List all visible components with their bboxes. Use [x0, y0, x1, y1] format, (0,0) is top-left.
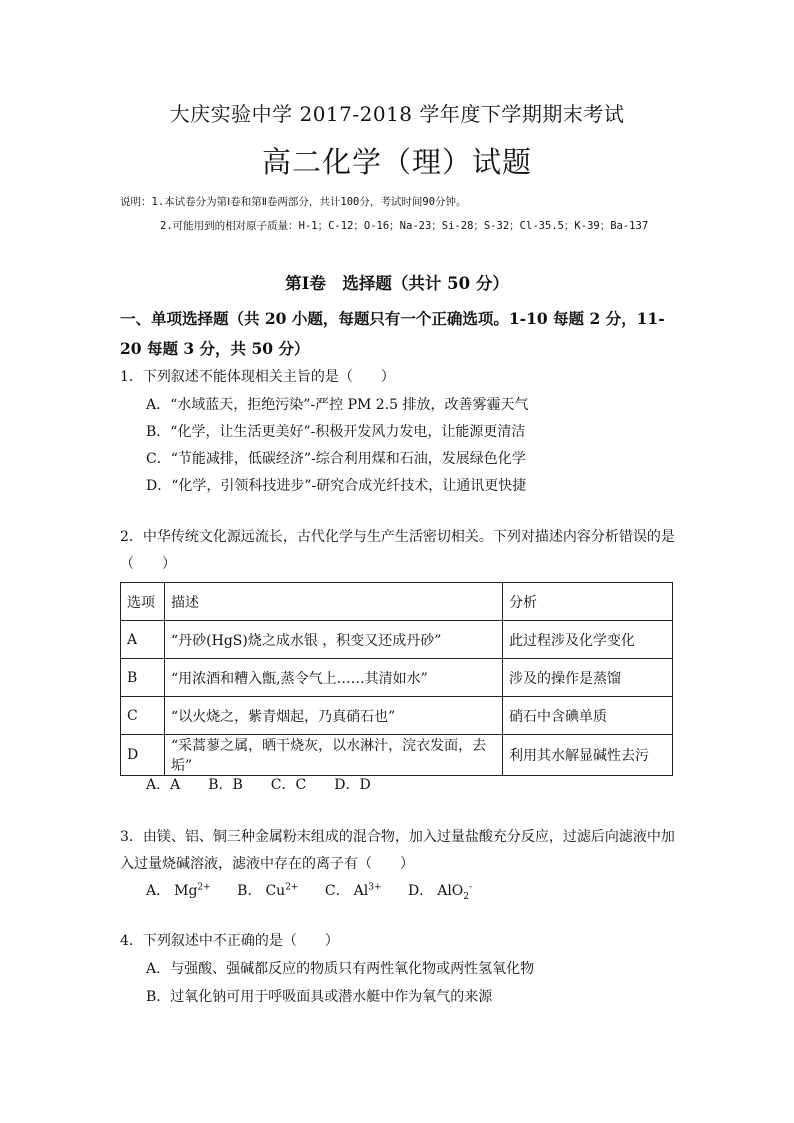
q4-option-b: B．过氧化钠可用于呼吸面具或潜水艇中作为氧气的来源 — [146, 989, 493, 1005]
q3-ion-mg: Mg — [174, 883, 198, 899]
table-header-row — [121, 583, 673, 621]
exam-subject-title: 高二化学（理）试题 — [261, 145, 532, 179]
table-row — [121, 735, 673, 776]
q2-answer-options: A．A B．B C．C D．D — [146, 777, 371, 793]
table-header-analysis: 分析 — [503, 583, 673, 621]
q3-subscript-alo2: 2 — [463, 891, 470, 902]
table-cell-analysis: 硝石中含碘单质 — [503, 697, 673, 735]
q3-charge-mg: 2+ — [197, 882, 211, 893]
table-row — [121, 697, 673, 735]
q2-stem-line1: 2．中华传统文化源远流长，古代化学与生产生活密切相关。下列对描述内容分析错误的是 — [120, 529, 675, 545]
q1-option-a: A．“水域蓝天，拒绝污染”-严控 PM 2.5 排放，改善雾霾天气 — [146, 397, 529, 413]
table-cell-option: B — [121, 659, 165, 697]
q1-option-d: D．“化学，引领科技进步”-研究合成光纤技术，让通讯更快捷 — [146, 478, 527, 494]
q3-option-b-label: B． — [237, 883, 262, 899]
q1-option-b: B．“化学，让生活更美好”-积极开发风力发电，让能源更清洁 — [146, 424, 526, 440]
q4-option-a: A．与强酸、强碱都反应的物质只有两性氧化物或两性氢氧化物 — [146, 961, 535, 977]
q3-options — [146, 880, 472, 902]
table-cell-analysis: 此过程涉及化学变化 — [503, 621, 673, 659]
table-row — [121, 659, 673, 697]
q1-option-c: C．“节能减排，低碳经济”-综合利用煤和石油，发展绿色化学 — [146, 451, 526, 467]
q3-option-c-label: C． — [324, 883, 350, 899]
q3-ion-alo2: AlO — [437, 883, 464, 899]
q2-table — [120, 582, 673, 776]
table-cell-description: “以火烧之，紫青烟起，乃真硝石也” — [165, 697, 503, 735]
table-row — [121, 621, 673, 659]
q3-option-d-label: D． — [407, 883, 434, 899]
q3-ion-al: Al — [353, 883, 369, 899]
q3-charge-al: 3+ — [368, 882, 382, 893]
q3-charge-alo2: - — [469, 882, 473, 893]
q1-stem: 1．下列叙述不能体现相关主旨的是（ ） — [120, 369, 395, 385]
exam-note-1: 说明：1.本试卷分为第Ⅰ卷和第Ⅱ卷两部分，共计100分，考试时间90分钟。 — [120, 196, 467, 208]
q3-option-a-label: A． — [146, 883, 171, 899]
q2-stem-line2: （ ） — [120, 556, 176, 572]
table-cell-option: A — [121, 621, 165, 659]
q3-ion-cu: Cu — [265, 883, 286, 899]
table-cell-option: C — [121, 697, 165, 735]
table-header-description: 描述 — [165, 583, 503, 621]
exam-note-2: 2.可能用到的相对原子质量：H-1；C-12；O-16；Na-23；Si-28；S-32；Cl-35.5；K-39；Ba-137 — [160, 220, 649, 232]
table-cell-description: “用浓酒和糟入甑,蒸令气上……其清如水” — [165, 659, 503, 697]
q3-stem-line2: 入过量烧碱溶液，滤液中存在的离子有（ ） — [120, 856, 414, 872]
exam-school-title: 大庆实验中学 2017-2018 学年度下学期期末考试 — [169, 102, 625, 126]
table-cell-description: “采蒿蓼之属，晒干烧灰，以水淋汁，浣衣发面，去垢” — [165, 735, 503, 776]
q4-stem: 4．下列叙述中不正确的是（ ） — [120, 933, 339, 949]
table-cell-description: “丹砂(HgS)烧之成水银 ，积变又还成丹砂” — [165, 621, 503, 659]
table-header-option: 选项 — [121, 583, 165, 621]
section-title: 第Ⅰ卷 选择题（共计 50 分） — [285, 274, 509, 293]
q3-stem-line1: 3．由镁、铝、铜三种金属粉末组成的混合物，加入过量盐酸充分反应，过滤后向滤液中加 — [120, 829, 675, 845]
q3-charge-cu: 2+ — [285, 882, 299, 893]
part-heading: 一、单项选择题（共 20 小题，每题只有一个正确选项。1-10 每题 2 分，11-20 每题 3 分，共 50 分） — [120, 309, 665, 358]
table-cell-analysis: 涉及的操作是蒸馏 — [503, 659, 673, 697]
table-cell-analysis: 利用其水解显碱性去污 — [503, 735, 673, 776]
table-cell-option: D — [121, 735, 165, 776]
